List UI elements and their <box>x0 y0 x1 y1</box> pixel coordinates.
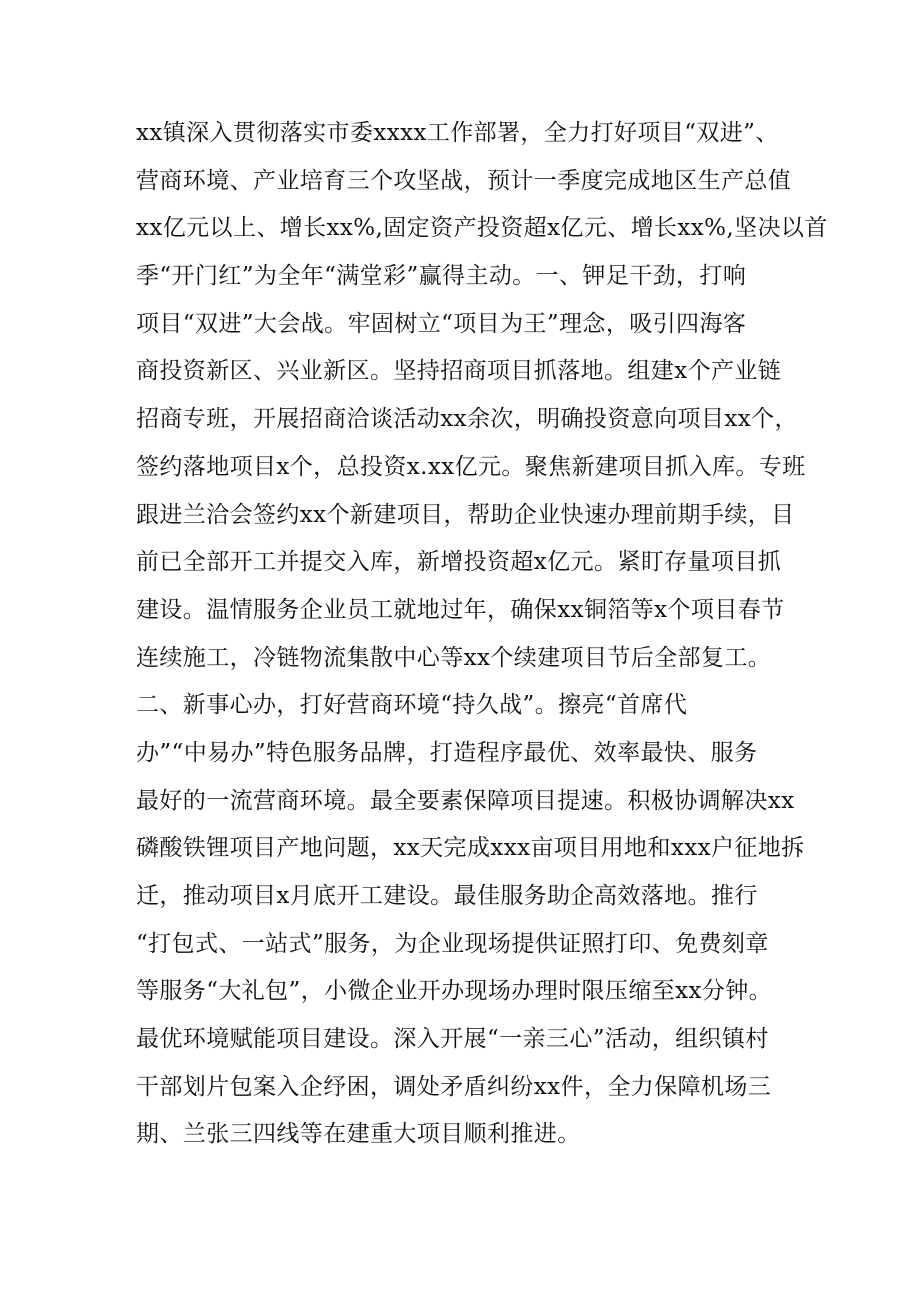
text-line-21: 干部划片包案入企纾困，调处矛盾纠纷xx件，全力保障机场三 <box>136 1073 772 1100</box>
text-line-17: 迁，推动项目x月底开工建设。最佳服务助企高效落地。推行 <box>136 883 758 909</box>
text-line-10: 前已全部开工并提交入库，新增投资超x亿元。紧盯存量项目抓 <box>136 549 782 576</box>
text-line-2: 营商环境、产业培育三个攻坚战，预计一季度完成地区生产总值 <box>136 167 792 194</box>
text-line-14: 办”“中易办”特色服务品牌，打造程序最优、效率最快、服务 <box>136 739 758 766</box>
text-line-16: 磷酸铁锂项目产地问题，xx天完成xxx亩项目用地和xxx户征地拆 <box>136 835 805 862</box>
text-line-1: xx镇深入贯彻落实市委xxxx工作部署，全力打好项目“双进”、 <box>136 120 779 146</box>
text-line-8: 签约落地项目x个，总投资x.xx亿元。聚焦新建项目抓入库。专班 <box>136 453 806 480</box>
text-line-12: 连续施工，冷链物流集散中心等xx个续建项目节后全部复工。 <box>136 644 772 671</box>
body-paragraph <box>136 110 828 1159</box>
text-line-9: 跟进兰洽会签约xx个新建项目，帮助企业快速办理前期手续，目 <box>136 501 795 528</box>
text-line-11: 建设。温情服务企业员工就地过年，确保xx铜箔等x个项目春节 <box>136 596 785 623</box>
text-line-18: “打包式、一站式”服务，为企业现场提供证照打印、免费刻章 <box>136 930 769 957</box>
text-line-22: 期、兰张三四线等在建重大项目顺利推进。 <box>136 1121 581 1148</box>
text-line-3: xx亿元以上、增长xx%,固定资产投资超x亿元、增长xx%,坚决以首 <box>136 215 828 242</box>
text-line-7: 招商专班，开展招商洽谈活动xx余次，明确投资意向项目xx个， <box>136 406 798 433</box>
text-line-13: 二、新事心办，打好营商环境“持久战”。擦亮“首席代 <box>136 692 688 719</box>
text-line-15: 最好的一流营商环境。最全要素保障项目提速。积极协调解决xx <box>136 787 795 814</box>
text-line-5: 项目“双进”大会战。牢固树立“项目为王”理念，吸引四海客 <box>136 310 747 337</box>
text-line-6: 商投资新区、兴业新区。坚持招商项目抓落地。组建x个产业链 <box>136 358 782 385</box>
text-line-19: 等服务“大礼包”，小微企业开办现场办理时限压缩至xx分钟。 <box>136 978 773 1005</box>
text-line-20: 最优环境赋能项目建设。深入开展“一亲三心”活动，组织镇村 <box>136 1026 769 1053</box>
text-line-4: 季“开门红”为全年“满堂彩”赢得主动。一、钾足干劲，打响 <box>136 263 747 290</box>
